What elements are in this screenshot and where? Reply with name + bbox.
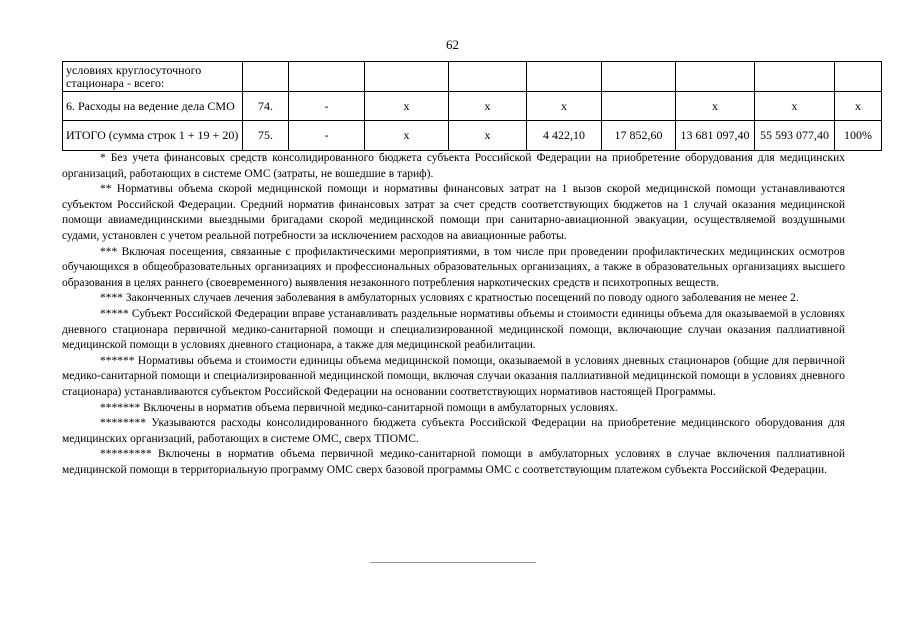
table-cell: х [755,92,835,121]
page-divider [370,562,536,563]
row-label: 6. Расходы на ведение дела СМО [63,92,243,121]
table-row [63,62,882,92]
table-cell [835,62,882,92]
table-cell: 55 593 077,40 [755,121,835,151]
row-number: 75. [243,121,289,151]
table-cell [755,62,835,92]
row-label: ИТОГО (сумма строк 1 + 19 + 20) [63,121,243,151]
table-cell: 4 422,10 [527,121,602,151]
table-cell: х [676,92,755,121]
table-cell: - [289,92,365,121]
footnote: ** Нормативы объема скорой медицинской помощи и нормативы финансовых затрат на 1 вызов скорой медицинской помощи устанавливаются субъектом Российской Федерации. Средний норматив финансовых затрат за счет средств соответствующих бюджетов на 1 случай оказания медицинской помощи авиамедицинскими выездными бригадами скорой медицинской помощи при санитарно-авиационной эвакуации, осуществляемой воздушными судами, установлен с учетом реальной потребности за исключением расходов на авиационные работы. [62,183,845,242]
table-cell: 17 852,60 [602,121,676,151]
table-cell: х [527,92,602,121]
table-cell: х [835,92,882,121]
financing-table [62,61,882,151]
table-cell [243,62,289,92]
table-cell [365,62,449,92]
table-cell [602,62,676,92]
footnote: ****** Нормативы объема и стоимости единицы объема медицинской помощи, оказываемой в условиях дневных стационаров (общие для первичной медико-санитарной помощи и специализированной медицинской помощи, включая случаи оказания паллиативной медицинской помощи в условиях дневного стационара) устанавливаются субъектом Российской Федерации на основании соответствующих нормативов настоящей Программы. [62,354,845,398]
table-cell: х [365,92,449,121]
table-cell: 100% [835,121,882,151]
footnote: *** Включая посещения, связанные с профилактическими мероприятиями, в том числе при проведении профилактических медицинских осмотров обучающихся в общеобразовательных организациях и профессиональных образовательных организациях, а также в образовательных организациях высшего образования в целях раннего (своевременного) выявления незаконного потребления наркотических средств и психотропных веществ. [62,245,845,289]
footnote: ***** Субъект Российской Федерации вправе устанавливать раздельные нормативы объемы и стоимости единицы объема для оказываемой в условиях дневного стационара первичной медико-санитарной помощи и специализированной медицинской помощи, включающие случаи оказания паллиативной медицинской помощи в условиях дневного стационара, а также для медицинской реабилитации. [62,307,845,352]
page-number: 62 [446,37,459,52]
table-cell [289,62,365,92]
footnotes [62,151,845,478]
table-row [63,92,882,121]
table-cell: 13 681 097,40 [676,121,755,151]
row-label: условиях круглосуточного стационара - всего: [63,62,243,92]
table-cell [527,62,602,92]
footnote: ********* Включены в норматив объема первичной медико-санитарной помощи в амбулаторных условиях в случае включения паллиативной медицинской помощи в территориальную программу ОМС сверх базовой программы ОМС с соответствующим платежом субъекта Российской Федерации. [62,448,845,476]
footnote: ******** Указываются расходы консолидированного бюджета субъекта Российской Федерации на приобретение медицинского оборудования для медицинских организаций, работающих в системе ОМС, сверх ТПОМС. [62,417,845,445]
footnote: ******* Включены в норматив объема первичной медико-санитарной помощи в амбулаторных условиях. [100,401,618,414]
footnote: **** Законченных случаев лечения заболевания в амбулаторных условиях с кратностью посещений по поводу одного заболевания не менее 2. [100,292,799,305]
table-cell [449,62,527,92]
table-cell: х [449,121,527,151]
table-cell: х [449,92,527,121]
row-number: 74. [243,92,289,121]
table-row [63,121,882,151]
table-cell [602,92,676,121]
table-cell: - [289,121,365,151]
footnote: * Без учета финансовых средств консолидированного бюджета субъекта Российской Федерации на приобретение оборудования для медицинских организаций, работающих в системе ОМС (затраты, не вошедшие в тариф). [62,152,845,180]
table-cell: х [365,121,449,151]
table-cell [676,62,755,92]
